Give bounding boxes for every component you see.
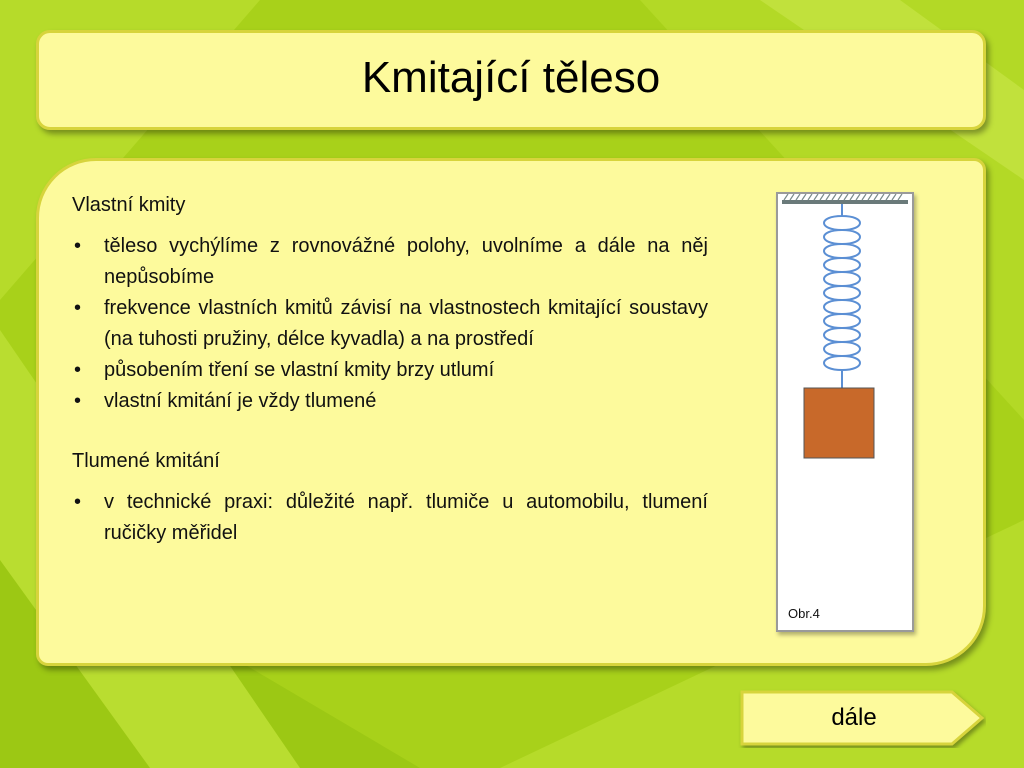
spring-oscillator-figure	[776, 192, 914, 632]
list-item-text: těleso vychýlíme z rovnovážné polohy, uvolníme a dále na něj nepůsobíme	[104, 235, 708, 288]
list-item-text: v technické praxi: důležité např. tlumiče u automobilu, tlumení ručičky měřidel	[104, 491, 708, 544]
slide-title: Kmitající těleso	[361, 53, 661, 102]
weight-block	[804, 388, 874, 458]
ceiling-hatching	[784, 194, 902, 200]
bullet-marker: •	[74, 359, 82, 381]
text-content	[72, 190, 708, 549]
bullet-marker: •	[74, 297, 82, 319]
list-item	[72, 487, 708, 549]
title-panel	[36, 30, 986, 130]
bullet-marker: •	[74, 390, 82, 412]
spring-oscillator-illustration	[778, 194, 912, 630]
bullet-list-tlumene-kmitani	[72, 487, 708, 549]
list-item	[72, 293, 708, 355]
bullet-marker: •	[74, 491, 82, 513]
list-item	[72, 355, 708, 386]
figure-caption: Obr.4	[788, 606, 820, 621]
next-button[interactable]	[738, 688, 986, 748]
list-item	[72, 386, 708, 417]
section-spacer	[72, 417, 708, 446]
bullet-list-vlastni-kmity	[72, 231, 708, 417]
list-item-text: vlastní kmitání je vždy tlumené	[104, 390, 377, 412]
bullet-marker: •	[74, 235, 82, 257]
section-heading-tlumene-kmitani: Tlumené kmitání	[72, 450, 220, 472]
list-item-text: frekvence vlastních kmitů závisí na vlastnostech kmitající soustavy (na tuhosti pružiny, délce kyvadla) a na prostředí	[104, 297, 708, 350]
list-item-text: působením tření se vlastní kmity brzy utlumí	[104, 359, 495, 381]
spring-coil	[824, 204, 860, 388]
section-heading-vlastni-kmity: Vlastní kmity	[72, 194, 186, 216]
list-item	[72, 231, 708, 293]
ceiling-bar	[782, 200, 908, 204]
next-button-label: dále	[831, 704, 877, 731]
